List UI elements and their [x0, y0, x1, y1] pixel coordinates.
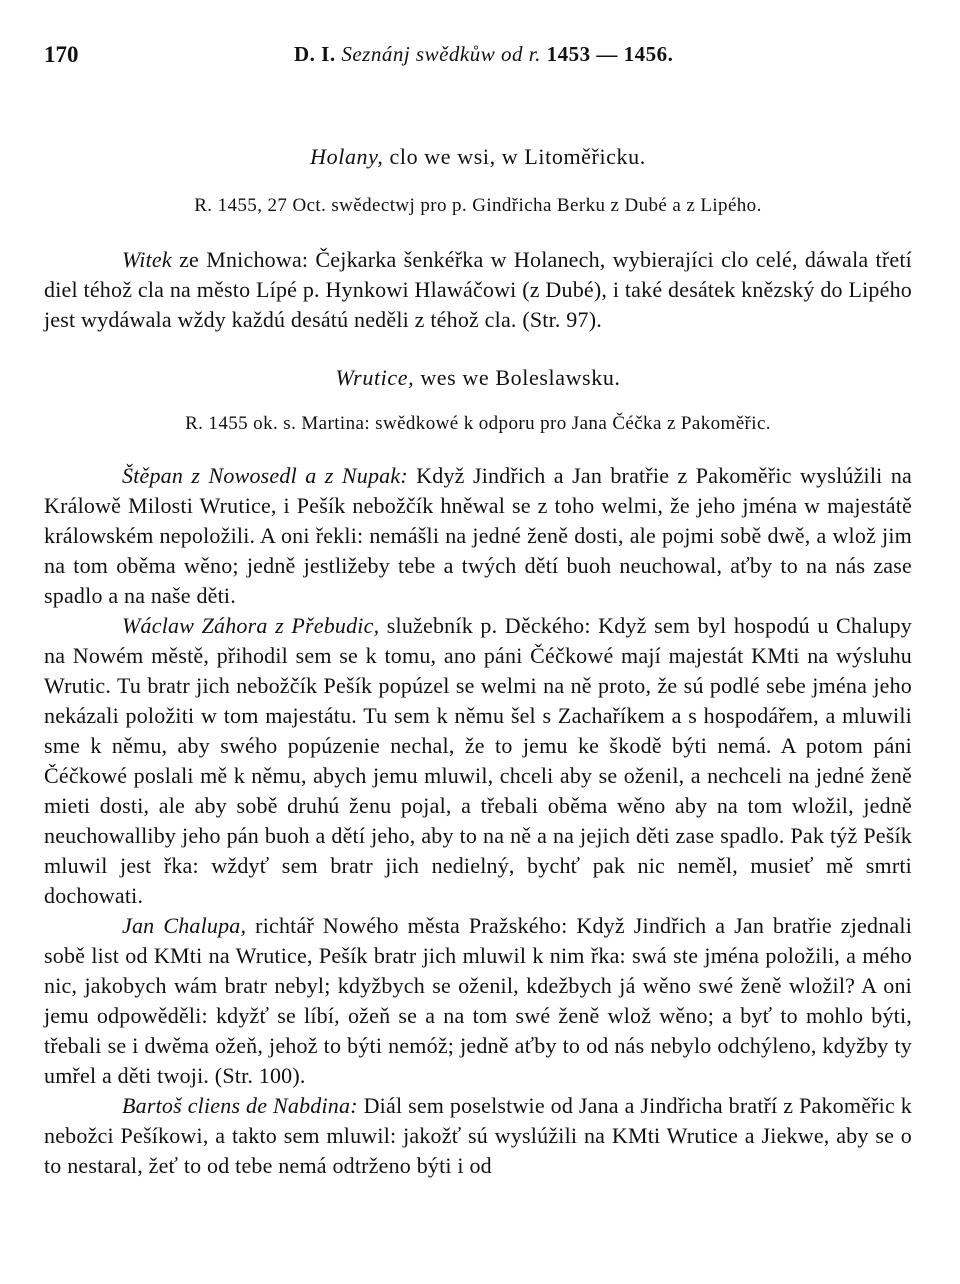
testimony-text: Diál sem poselstwie od Jana a Jindřicha bratří z Pakoměřic k nebožci Pešíkowi, a takto sem mluwil: jakožť sú wyslúžili na KMti Wrutice a Jiekwe, aby se o to nestaral, žeť to od tebe nemá odtrženo býti i od — [44, 1093, 912, 1178]
witness-name: Bartoš cliens de Nabdina: — [122, 1093, 358, 1118]
testimony-text: Když Jindřich a Jan bratřie z Pakoměřic wyslúžili na Králowě Milosti Wrutice, i Pešík nebožčík hněwal se z toho welmi, že jeho jména w majestátě králowském nepoložili. A oni řekli: nemášli na jedné ženě dosti, ale pojmi sobě dwě, a wlož jim na tom oběma wěno; jedně jestližeby tebe a twých dětí buoh neuchowal, aťby to na nás zase spadlo a na naše děti. — [44, 463, 912, 608]
testimony-paragraph — [44, 245, 912, 335]
page-number: 170 — [44, 42, 79, 67]
place-name: Wrutice, — [335, 365, 415, 390]
running-title-italic: Seznánj swědkůw od r. — [341, 42, 541, 66]
testimony-text: richtář Nowého města Pražského: Když Jindřich a Jan bratřie zjednali sobě list od KMti na Wrutice, Pešík bratr jich mluwil k nim řka: swá ste jména položili, a mého nic, jakobych wám bratr nebyl; kdyžbych se oženil, kdežbych já wěno swé ženě wložil? A oni jemu odpowěděli: kdyžť se líbí, ožeň se a na tom swé ženě wlož wěno; a byť to mohlo býti, třebali se i dwěma ožeň, jehož to býti nemóž; jedně aťby to od nás nebylo odchýleno, kdyžby ty umřel a děti twoji. (Str. 100). — [44, 913, 913, 1088]
section-title-wrutice — [44, 365, 912, 391]
witness-name: Štěpan z Nowosedl a z Nupak: — [122, 463, 408, 488]
testimony-paragraph — [44, 1091, 912, 1181]
testimony-paragraph — [44, 911, 912, 1091]
testimony-paragraph — [44, 461, 912, 611]
record-line: R. 1455, 27 Oct. swědectwj pro p. Gindřicha Berku z Dubé a z Lipého. — [194, 195, 762, 216]
place-name: Holany, — [310, 144, 384, 169]
witness-name: Witek — [122, 247, 172, 272]
place-description: clo we wsi, w Litoměřicku. — [389, 144, 646, 169]
witness-name: Jan Chalupa, — [122, 913, 247, 938]
running-title-years: 1453 — 1456. — [546, 42, 674, 66]
testimony-text: služebník p. Děckého: Když sem byl hospodú u Chalupy na Nowém městě, přihodil sem se k tomu, ano páni Čéčkowé mají majestát KMti na wýsluhu Wrutic. Tu bratr jich nebožčík Pešík popúzel se welmi na ně proto, že sú podlé sebe jména jeho nekázali položiti w tom majestátu. Tu sem k němu šel s Zachaříkem a s hospodářem, a mluwili sme k němu, aby swého popúzenie nechal, že to jemu ke škodě býti nemá. A potom páni Čéčkowé poslali mě k němu, abych jemu mluwil, chceli aby se oženil, a nechceli na jedné ženě mieti dosti, ale aby sobě druhú ženu pojal, a třebali oběma wěno aby na tom wložil, jedně neuchowalliby jeho pán buoh a dětí jeho, aby to na ně a na jejich děti zase spadlo. Pak týž Pešík mluwil jest řka: wždyť sem bratr jich nedielný, bychť pak nic neměl, musieť mě smrti dochowati. — [44, 613, 912, 908]
running-head — [44, 42, 912, 82]
place-description: wes we Boleslawsku. — [420, 365, 621, 390]
running-title — [294, 42, 673, 67]
testimony-paragraph — [44, 611, 912, 911]
record-line: R. 1455 ok. s. Martina: swědkowé k odporu pro Jana Čéčka z Pakoměřic. — [185, 413, 771, 434]
testimony-text: ze Mnichowa: Čejkarka šenkéřka w Holanech, wybierajíci clo celé, dáwala třetí diel téhož cla na město Lípé p. Hynkowi Hlawáčowi (z Dubé), i také desátek knězský do Lipého jest wydáwala wždy každú desátú neděli z téhož cla. (Str. 97). — [44, 247, 912, 332]
witness-name: Wáclaw Záhora z Přebudic, — [122, 613, 380, 638]
section-title-holany — [44, 144, 912, 170]
running-title-prefix: D. I. — [294, 42, 336, 66]
